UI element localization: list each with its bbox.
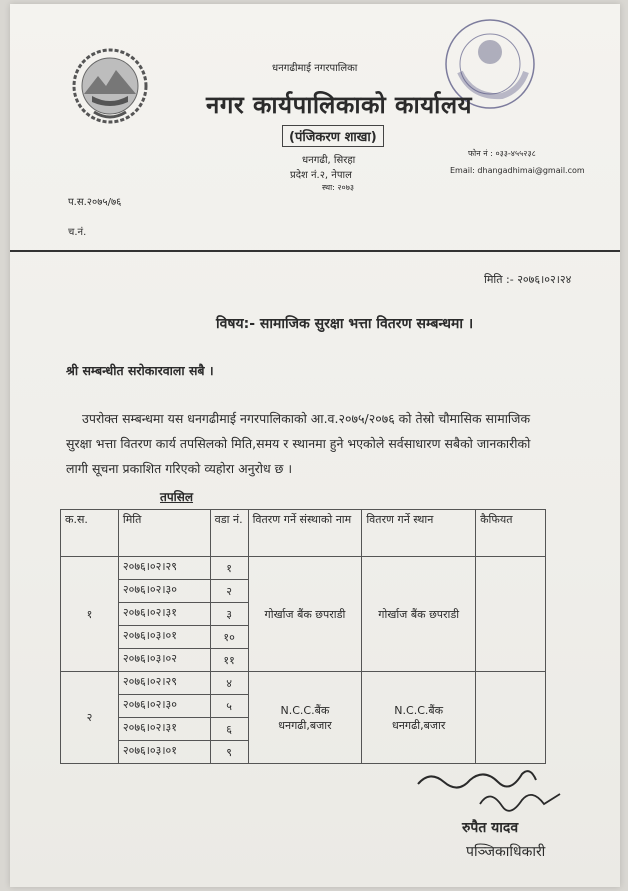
- reference-number: प.स.२०७५/७६: [68, 197, 122, 208]
- date-cell: २०७६।०३।०२: [118, 649, 210, 672]
- ward-cell: २: [210, 580, 248, 603]
- address-line-1: धनगढी, सिरहा: [302, 155, 356, 166]
- header-remark: कैफियत: [476, 510, 546, 557]
- salutation: श्री सम्बन्धीत सरोकारवाला सबै ।: [66, 363, 214, 378]
- place-cell: [362, 672, 476, 764]
- ward-cell: ११: [210, 649, 248, 672]
- letter-page: [10, 4, 620, 887]
- institution-cell: गोर्खाज बैंक छपराडी: [248, 557, 362, 672]
- header-divider: [10, 250, 620, 252]
- office-title: नगर कार्यपालिकाको कार्यालय: [206, 91, 473, 119]
- header-date: मिति: [118, 510, 210, 557]
- table-caption: तपसिल: [160, 490, 194, 504]
- serial-cell: १: [61, 557, 119, 672]
- ward-cell: ४: [210, 672, 248, 695]
- municipality-name: धनगढीमाई नगरपालिका: [272, 63, 358, 74]
- institution-line-1: N.C.C.बैंक: [280, 703, 330, 717]
- place-line-1: N.C.C.बैंक: [394, 703, 444, 717]
- distribution-table: [60, 509, 546, 764]
- header-place: वितरण गर्ने स्थान: [362, 510, 476, 557]
- ward-cell: १०: [210, 626, 248, 649]
- table-header-row: [61, 510, 546, 557]
- date-cell: २०७६।०२।३०: [118, 695, 210, 718]
- remark-cell: [476, 672, 546, 764]
- email-address: Email: dhangadhimai@gmail.com: [450, 166, 585, 175]
- institution-cell: [248, 672, 362, 764]
- body-line-2: सुरक्षा भत्ता वितरण कार्य तपसिलको मिति,समय र स्थानमा हुने भएकोले सर्वसाधारण सबैको जानकारीको: [66, 436, 531, 451]
- phone-number: फोन नं : ०३३-४५५२३८: [468, 149, 536, 158]
- body-line-3: लागी सूचना प्रकाशित गरिएको व्यहोरा अनुरोध छ ।: [66, 461, 293, 476]
- ward-cell: ५: [210, 695, 248, 718]
- date-cell: २०७६।०२।३१: [118, 718, 210, 741]
- header-institution: वितरण गर्ने संस्थाको नाम: [248, 510, 362, 557]
- date-cell: २०७६।०२।३०: [118, 580, 210, 603]
- branch-name: (पंजिकरण शाखा): [282, 125, 384, 147]
- signatory-name: रुपैत यादव: [462, 820, 519, 836]
- ward-cell: १: [210, 557, 248, 580]
- letter-date: मिति :- २०७६।०२।२४: [484, 273, 572, 286]
- signature-scrawl-icon: [410, 764, 580, 824]
- header-ward: वडा नं.: [210, 510, 248, 557]
- serial-cell: २: [61, 672, 119, 764]
- dispatch-number: च.नं.: [68, 227, 87, 238]
- ward-cell: ३: [210, 603, 248, 626]
- signatory-title: पञ्जिकाधिकारी: [466, 844, 546, 860]
- place-line-2: धनगढी,बजार: [392, 718, 446, 732]
- date-cell: २०७६।०२।२९: [118, 557, 210, 580]
- remark-cell: [476, 557, 546, 672]
- established-year: स्था: २०७३: [322, 183, 355, 192]
- header-serial: क.स.: [61, 510, 119, 557]
- date-cell: २०७६।०३।०१: [118, 626, 210, 649]
- ward-cell: ६: [210, 718, 248, 741]
- date-cell: २०७६।०२।२९: [118, 672, 210, 695]
- nepal-emblem-icon: [70, 46, 150, 126]
- place-cell: गोर्खाज बैंक छपराडी: [362, 557, 476, 672]
- date-cell: २०७६।०२।३१: [118, 603, 210, 626]
- institution-line-2: धनगढी,बजार: [278, 718, 332, 732]
- table-row: [61, 672, 546, 695]
- table-row: [61, 557, 546, 580]
- date-cell: २०७६।०३।०१: [118, 741, 210, 764]
- ward-cell: ९: [210, 741, 248, 764]
- subject-line: विषय:- सामाजिक सुरक्षा भत्ता वितरण सम्बन्धमा ।: [216, 316, 474, 332]
- body-line-1: उपरोक्त सम्बन्धमा यस धनगढीमाई नगरपालिकाको आ.व.२०७५/२०७६ को तेस्रो चौमासिक सामाजिक: [82, 411, 531, 426]
- address-line-2: प्रदेश नं.२, नेपाल: [290, 170, 352, 181]
